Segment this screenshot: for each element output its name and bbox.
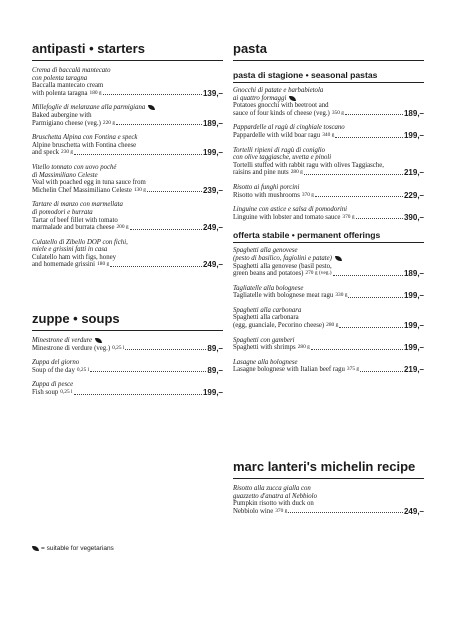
item-description: Spaghetti alla carbonara: [233, 314, 299, 322]
menu-item: [32, 201, 223, 231]
item-quantity: 270 g (veg.): [305, 270, 332, 277]
stabile-title: offerta stabile • permanent offerings: [233, 230, 424, 243]
item-name: Minestrone di verdure: [32, 337, 223, 345]
menu-item: [32, 381, 223, 396]
item-quantity: 230 g: [61, 149, 74, 156]
menu-item: [32, 164, 223, 194]
menu-item: [32, 359, 223, 374]
item-description: Fish soup 0,25 l 199,–: [32, 387, 223, 397]
menu-item: [32, 239, 223, 269]
item-quantity: 220 g: [102, 119, 116, 126]
item-quantity: 200 g: [116, 224, 129, 231]
dot-leader: [74, 154, 202, 155]
menu-item: [233, 206, 424, 221]
item-quantity: 370 g: [301, 191, 314, 198]
dot-leader: [335, 137, 403, 138]
michelin-section: [233, 459, 424, 515]
item-description: Parmigiano cheese (veg.) 220 g 189,–: [32, 118, 223, 128]
item-description: Veal with poached egg in tuna sauce from: [32, 179, 146, 187]
item-description: green beans and potatoes) 270 g (veg.) 189,–: [233, 269, 424, 279]
item-name: Risotto alla zucca gialla con: [233, 485, 311, 492]
item-quantity: 350 g: [331, 109, 344, 116]
leaf-icon: [335, 256, 342, 261]
dot-leader: [90, 371, 206, 372]
item-price: 199,–: [202, 387, 223, 397]
item-quantity: 280 g: [297, 344, 310, 351]
menu-item: [32, 337, 223, 352]
item-name: Bruschetta Alpina con Fontina e speck: [32, 134, 138, 142]
leaf-icon: [32, 546, 39, 551]
pasta-section: [233, 41, 424, 374]
item-name: (pesto di basilico, fagiolini e patate): [233, 255, 424, 263]
item-description: (egg, guanciale, Pecorino cheese) 280 g 199,–: [233, 321, 424, 331]
item-price: 199,–: [403, 130, 424, 140]
item-name: Millefoglie di melanzane alla parmigiana: [32, 104, 223, 112]
dot-leader: [348, 297, 403, 298]
item-quantity: 280 g: [326, 322, 339, 329]
item-name: di pomodori e burrata: [32, 208, 93, 216]
michelin-title: marc lanteri's michelin recipe: [233, 459, 424, 479]
menu-item: [233, 485, 424, 515]
item-name: ai quattro formaggi: [233, 95, 424, 103]
item-price: 390,–: [403, 212, 424, 222]
item-description: and speck 230 g 199,–: [32, 148, 223, 158]
item-description: Nebbiolo wine 370 g 249,–: [233, 506, 424, 516]
item-price: 199,–: [202, 148, 223, 158]
item-description: Tartar of beef fillet with tomato: [32, 216, 118, 224]
item-quantity: 370 g: [275, 507, 288, 514]
item-description: Alpine bruschetta with Fontina cheese: [32, 141, 137, 149]
menu-item: [233, 359, 424, 374]
item-description: Baked aubergine with: [32, 111, 92, 119]
item-name: con polenta taragna: [32, 74, 88, 82]
item-description: Linguine with lobster and tomato sauce 370 g 390,–: [233, 212, 424, 222]
item-name: Gnocchi di patate e barbabietola: [233, 87, 324, 94]
item-quantity: 340 g: [322, 131, 335, 138]
menu-item: [233, 87, 424, 117]
item-description: Pumpkin risotto with duck on: [233, 500, 314, 508]
item-price: 199,–: [403, 321, 424, 331]
item-quantity: 370 g: [342, 213, 355, 220]
pasta-title: pasta: [233, 41, 424, 61]
item-name: Risotto ai funghi porcini: [233, 183, 300, 191]
item-description: Tortelli stuffed with rabbit ragu with olives Taggiasche,: [233, 161, 384, 169]
menu-item: [32, 134, 223, 157]
dot-leader: [288, 512, 403, 513]
menu-item: [32, 67, 223, 97]
leaf-icon: [148, 105, 155, 110]
item-description: Spaghetti alla genovese (basil pesto,: [233, 262, 332, 270]
dot-leader: [311, 349, 403, 350]
dot-leader: [110, 266, 202, 267]
zuppe-title: zuppe • soups: [32, 311, 223, 331]
menu-item: [233, 147, 424, 177]
item-price: 229,–: [403, 190, 424, 200]
item-name: Culatello di Zibello DOP con fichi,: [32, 238, 128, 246]
leaf-icon: [95, 338, 102, 343]
item-name: Pappardelle al ragù di cinghiale toscano: [233, 124, 345, 132]
item-description: Risotto with mushrooms 370 g 229,–: [233, 190, 424, 200]
dot-leader: [333, 275, 403, 276]
item-quantity: 130 g: [133, 186, 146, 193]
item-price: 189,–: [403, 108, 424, 118]
item-name: Zuppa del giorno: [32, 359, 80, 367]
item-description: sauce of four kinds of cheese (veg.) 350 g 189,–: [233, 108, 424, 118]
item-price: 249,–: [202, 223, 223, 233]
leaf-icon: [289, 96, 296, 101]
item-description: raisins and pine nuts 280 g 219,–: [233, 168, 424, 178]
item-price: 89,–: [207, 365, 223, 375]
item-description: and homemade grissini 180 g 249,–: [32, 260, 223, 270]
item-price: 89,–: [207, 343, 223, 353]
menu-item: [233, 184, 424, 199]
dot-leader: [345, 114, 403, 115]
dot-leader: [339, 327, 403, 328]
item-quantity: 0,25 l: [112, 344, 125, 351]
dot-leader: [315, 196, 403, 197]
item-quantity: 180 g: [89, 89, 102, 96]
item-description: Potatoes gnocchi with beetroot and: [233, 102, 329, 110]
menu-item: [233, 285, 424, 300]
menu-item: [233, 247, 424, 277]
vegetarian-legend: [32, 545, 114, 552]
item-name: Lasagne alla bolognese: [233, 358, 298, 366]
item-name: Zuppa di pesce: [32, 381, 74, 389]
item-name: Vitello tonnato con uovo poché: [32, 163, 117, 171]
item-name: Linguine con astice e salsa di pomodorini: [233, 206, 348, 214]
item-price: 239,–: [202, 185, 223, 195]
antipasti-section: [32, 41, 223, 269]
item-name: Spaghetti alla carbonara: [233, 306, 302, 314]
dot-leader: [360, 371, 403, 372]
item-price: 219,–: [403, 365, 424, 375]
item-quantity: 0,25 l: [60, 388, 73, 395]
item-quantity: 330 g: [335, 292, 348, 299]
zuppe-section: [32, 311, 223, 397]
stagione-title: pasta di stagione • seasonal pastas: [233, 70, 424, 83]
item-name: Tartare di manzo con marmellata: [32, 201, 123, 209]
item-price: 249,–: [202, 260, 223, 270]
item-description: Tagliatelle with bolognese meat ragu 330 g 199,–: [233, 291, 424, 301]
item-name: Spaghetti alla genovese: [233, 247, 298, 255]
menu-item: [233, 307, 424, 330]
item-description: Pappardelle with wild boar ragu 340 g 199,–: [233, 130, 424, 140]
item-quantity: 0,25 l: [76, 366, 90, 373]
item-description: Lasagne bolognese with Italian beef ragu 375 g 219,–: [233, 365, 424, 375]
item-price: 219,–: [403, 168, 424, 178]
item-price: 139,–: [202, 88, 223, 98]
item-quantity: 280 g: [290, 169, 303, 176]
item-price: 199,–: [403, 343, 424, 353]
dot-leader: [116, 124, 202, 125]
item-price: 189,–: [202, 118, 223, 128]
legend-text: = suitable for vegetarians: [41, 545, 114, 552]
item-price: 249,–: [403, 506, 424, 516]
item-name: con olive taggiasche, uvetta e pinoli: [233, 154, 332, 162]
dot-leader: [74, 394, 202, 395]
item-quantity: 375 g: [346, 366, 360, 373]
item-price: 189,–: [403, 269, 424, 279]
item-name: Crema di baccalà mantecato: [32, 67, 111, 74]
item-name: miele e grissini fatti in casa: [32, 246, 108, 254]
item-description: with polenta taragna 180 g 139,–: [32, 88, 223, 98]
item-name: Spaghetti con gamberi: [233, 336, 295, 344]
item-name: guazzetto d'anatra al Nebbiolo: [233, 492, 317, 500]
dot-leader: [125, 349, 206, 350]
item-description: Culatello ham with figs, honey: [32, 253, 117, 261]
item-description: Baccalla mantecato cream: [32, 82, 104, 90]
item-name: Tortelli ripieni di ragù di coniglio: [233, 146, 326, 154]
dot-leader: [103, 94, 202, 95]
item-name: di Massimiliano Celeste: [32, 171, 98, 179]
item-description: Spaghetti with shrimps 280 g 199,–: [233, 343, 424, 353]
item-price: 199,–: [403, 291, 424, 301]
item-description: Soup of the day 0,25 l 89,–: [32, 365, 223, 375]
dot-leader: [356, 218, 403, 219]
item-quantity: 180 g: [97, 261, 110, 268]
menu-item: [32, 104, 223, 127]
dot-leader: [147, 191, 202, 192]
item-name: Tagliatelle alla bolognese: [233, 284, 304, 292]
dot-leader: [304, 174, 403, 175]
item-description: Minestrone di verdure (veg.) 0,25 l 89,–: [32, 343, 223, 353]
dot-leader: [130, 229, 202, 230]
menu-item: [233, 337, 424, 352]
menu-item: [233, 124, 424, 139]
item-description: Michelin Chef Massimiliano Celeste 130 g 239,–: [32, 185, 223, 195]
antipasti-title: antipasti • starters: [32, 41, 223, 61]
item-description: marmalade and burrata cheese 200 g 249,–: [32, 223, 223, 233]
